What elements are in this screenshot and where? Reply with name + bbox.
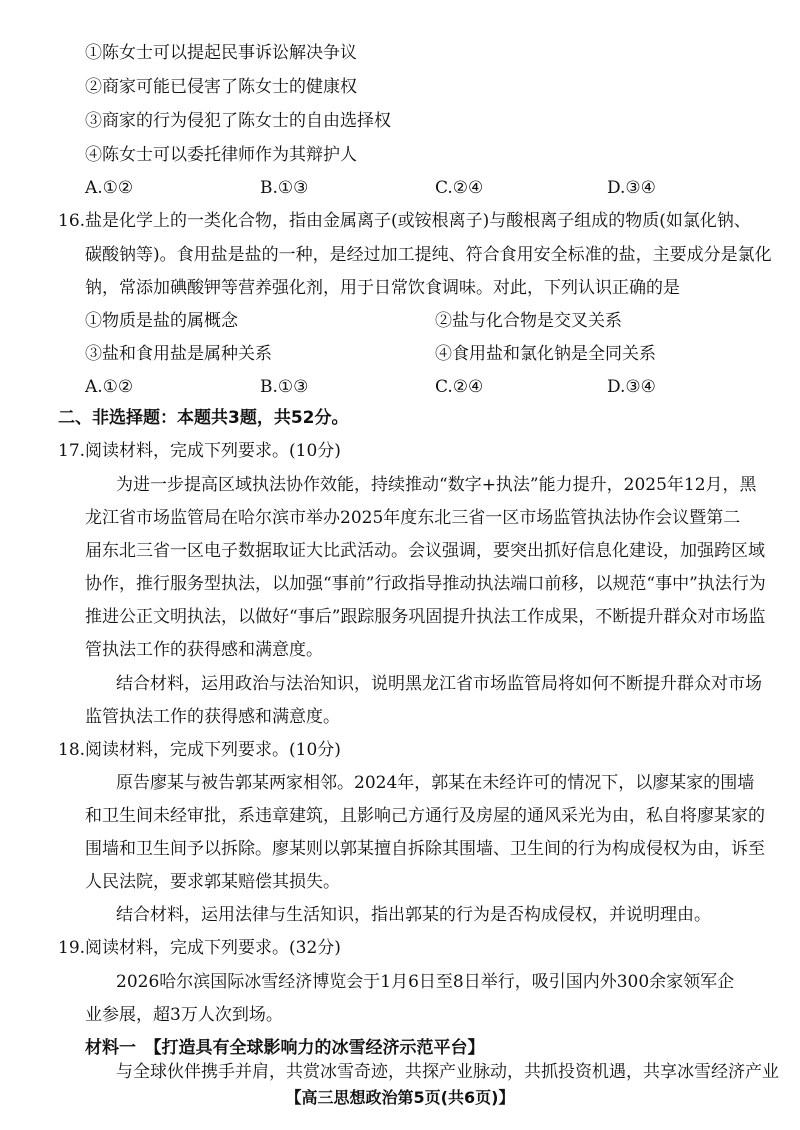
q15-item-3: ③商家的行为侵犯了陈女士的自由选择权 [85,111,391,131]
q16-item-2: ②盐与化合物是交叉关系 [435,311,622,331]
q16-item-4: ④食用盐和氯化钠是全同关系 [435,344,656,364]
q17-line-4: 协作，推行服务型执法，以加强“事前”行政指导推动执法端口前移，以规范“事中”执法行为 [85,574,766,594]
q16-choice-b: B.①③ [260,377,309,397]
q17-line-1: 为进一步提高区域执法协作效能，持续推动“数字+执法”能力提升，2025年12月，黑 [116,475,757,495]
q15-choice-a: A.①② [85,178,134,198]
q17-line-3: 届东北三省一区电子数据取证大比武活动。会议强调，要突出抓好信息化建设，加强跨区域 [85,541,765,561]
q19-material-1-title: 材料一 【打造具有全球影响力的冰雪经济示范平台】 [85,1038,485,1058]
q15-item-1: ①陈女士可以提起民事诉讼解决争议 [85,43,357,63]
q16-stem-line-3: 钠，常添加碘酸钾等营养强化剂，用于日常饮食调味。对此，下列认识正确的是 [85,278,680,298]
q18-line-2: 和卫生间未经审批，系违章建筑，且影响己方通行及房屋的通风采光为由，私自将廖某家的 [85,806,765,826]
q16-stem-line-2: 碳酸钠等)。食用盐是盐的一种，是经过加工提纯、符合食用安全标准的盐，主要成分是氯化 [85,245,772,265]
q16-stem-line-1: 16.盐是化学上的一类化合物，指由金属离子(或铵根离子)与酸根离子组成的物质(如氯化钠、 [58,211,751,231]
q17-header: 17.阅读材料，完成下列要求。(10分) [58,441,341,461]
q17-line-6: 管执法工作的获得感和满意度。 [85,640,323,660]
q15-item-2: ②商家可能已侵害了陈女士的健康权 [85,77,357,97]
q16-choice-d: D.③④ [607,377,656,397]
q16-item-1: ①物质是盐的属概念 [85,311,238,331]
page-footer: 【高三思想政治第5页(共6页)】 [285,1088,515,1107]
q17-line-5: 推进公正文明执法，以做好“事后”跟踪服务巩固提升执法工作成果，不断提升群众对市场监 [85,607,766,627]
q15-choice-d: D.③④ [607,178,656,198]
q15-item-4: ④陈女士可以委托律师作为其辩护人 [85,145,357,165]
q16-choice-a: A.①② [85,377,134,397]
q16-item-3: ③盐和食用盐是属种关系 [85,344,272,364]
section-heading: 二、非选择题：本题共3题，共52分。 [58,408,349,428]
q16-choice-c: C.②④ [435,377,484,397]
q17-task-line-1: 结合材料，运用政治与法治知识，说明黑龙江省市场监管局将如何不断提升群众对市场 [116,674,762,694]
q18-line-4: 人民法院，要求郭某赔偿其损失。 [85,872,340,892]
q18-line-1: 原告廖某与被告郭某两家相邻。2024年，郭某在未经许可的情况下，以廖某家的围墙 [116,773,755,793]
q19-line-1: 2026哈尔滨国际冰雪经济博览会于1月6日至8日举行，吸引国内外300余家领军企 [116,972,735,992]
q17-task-line-2: 监管执法工作的获得感和满意度。 [85,707,340,727]
q15-choice-c: C.②④ [435,178,484,198]
q18-line-3: 围墙和卫生间予以拆除。廖某则以郭某擅自拆除其围墙、卫生间的行为构成侵权为由，诉至 [85,839,765,859]
q19-header: 19.阅读材料，完成下列要求。(32分) [58,938,341,958]
q18-header: 18.阅读材料，完成下列要求。(10分) [58,740,341,760]
q19-material-1-line: 与全球伙伴携手并肩，共赏冰雪奇迹，共探产业脉动，共抓投资机遇，共享冰雪经济产业 [116,1062,779,1082]
q18-task-line: 结合材料，运用法律与生活知识，指出郭某的行为是否构成侵权，并说明理由。 [116,905,711,925]
q19-line-2: 业参展，超3万人次到场。 [85,1005,283,1025]
q15-choice-b: B.①③ [260,178,309,198]
q17-line-2: 龙江省市场监管局在哈尔滨市举办2025年度东北三省一区市场监管执法协作会议暨第二 [85,508,741,528]
